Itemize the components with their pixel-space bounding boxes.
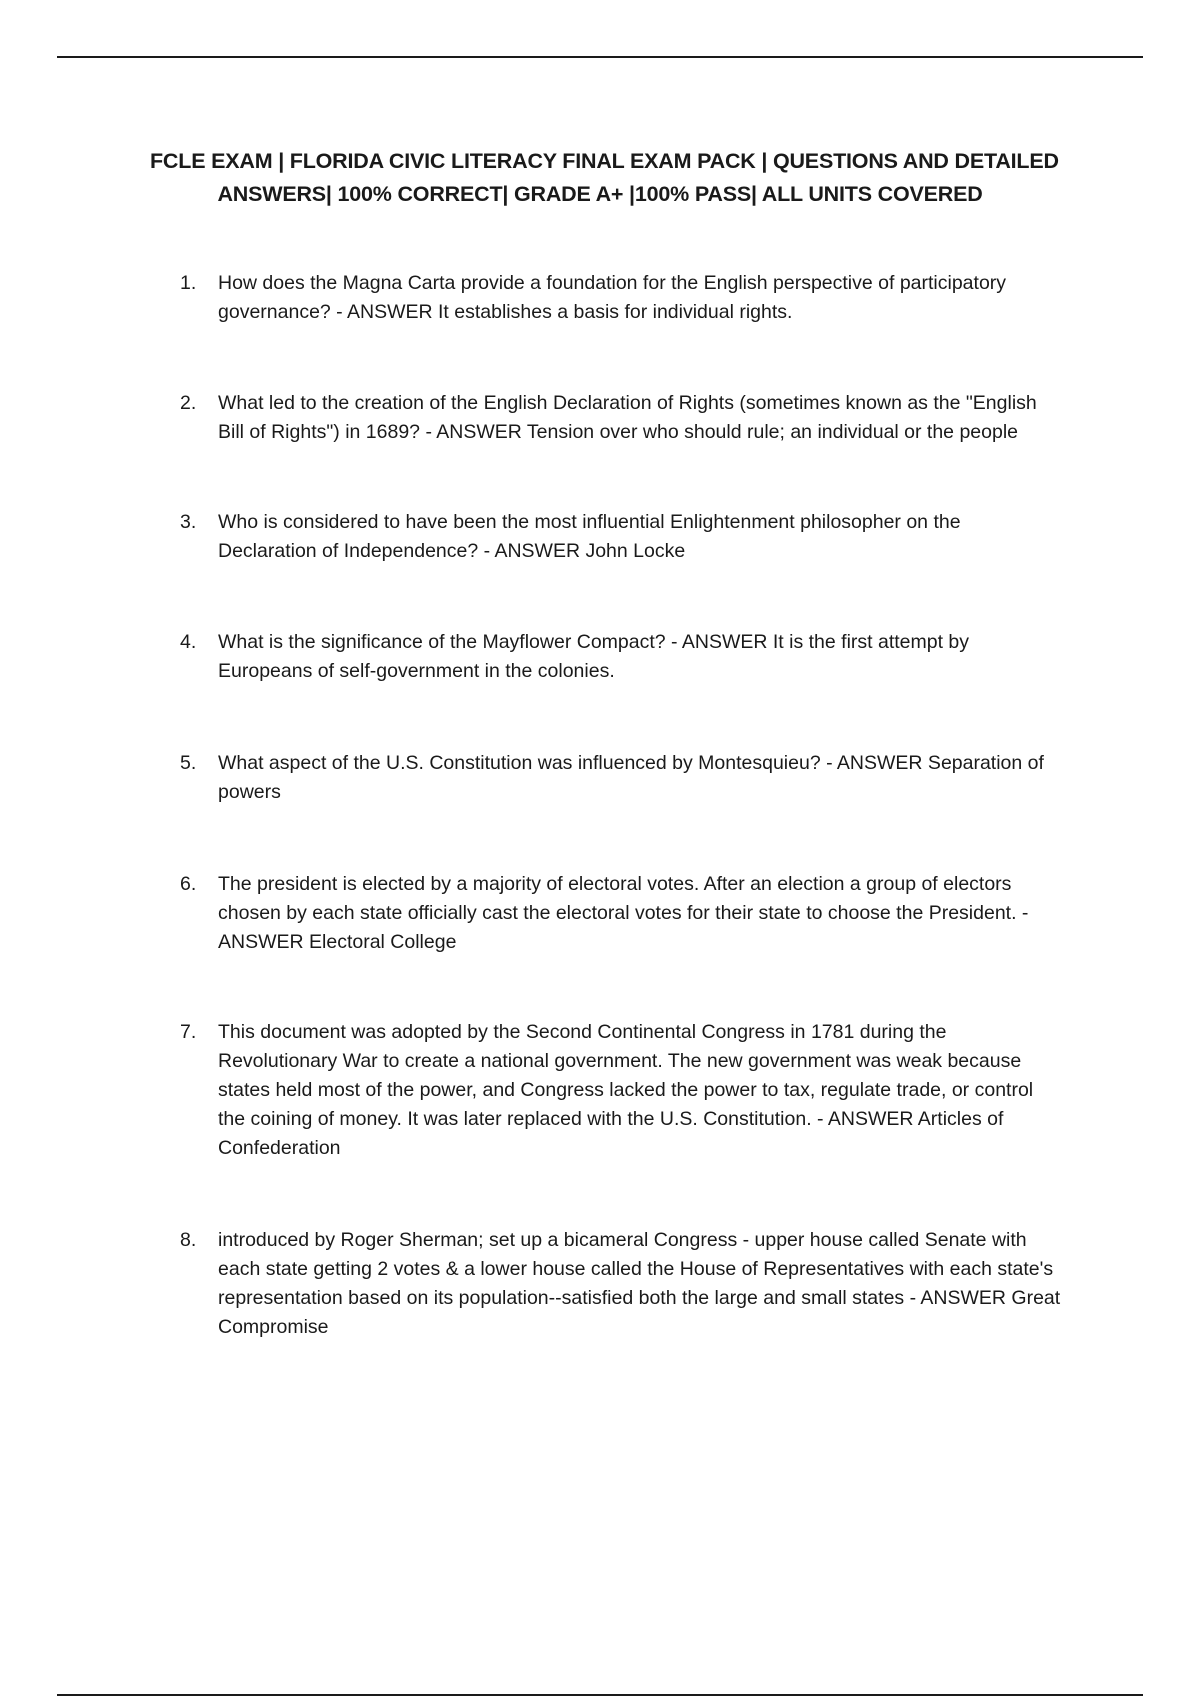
item-number: 5. xyxy=(180,752,197,774)
item-text xyxy=(218,749,1098,807)
item-text xyxy=(218,1226,1098,1342)
item-line: states held most of the power, and Congress lacked the power to tax, regulate trade, or control xyxy=(218,1079,1034,1101)
item-line: introduced by Roger Sherman; set up a bicameral Congress - upper house called Senate with xyxy=(218,1229,1027,1251)
item-text xyxy=(218,628,1098,686)
item-line: What is the significance of the Mayflower Compact? - ANSWER It is the first attempt by xyxy=(218,631,970,653)
document-title xyxy=(150,145,1059,211)
bottom-rule xyxy=(57,1694,1143,1696)
item-number: 8. xyxy=(180,1229,197,1251)
item-line: Declaration of Independence? - ANSWER John Locke xyxy=(218,540,686,562)
item-line: Who is considered to have been the most influential Enlightenment philosopher on the xyxy=(218,511,961,533)
item-line: The president is elected by a majority of electoral votes. After an election a group of electors xyxy=(218,873,1012,895)
item-number: 3. xyxy=(180,511,197,533)
item-number: 1. xyxy=(180,272,197,294)
item-line: ANSWER Electoral College xyxy=(218,931,457,953)
item-line: This document was adopted by the Second Continental Congress in 1781 during the xyxy=(218,1021,947,1043)
item-text xyxy=(218,1018,1098,1163)
item-line: What led to the creation of the English Declaration of Rights (sometimes known as the "English xyxy=(218,392,1037,414)
item-line: Compromise xyxy=(218,1316,329,1338)
item-line: representation based on its population--satisfied both the large and small states - ANSWER Great xyxy=(218,1287,1061,1309)
top-rule xyxy=(57,56,1143,58)
item-line: governance? - ANSWER It establishes a basis for individual rights. xyxy=(218,301,793,323)
item-number: 6. xyxy=(180,873,197,895)
title-line: ANSWERS| 100% CORRECT| GRADE A+ |100% PASS| ALL UNITS COVERED xyxy=(217,182,983,206)
item-line: the coining of money. It was later replaced with the U.S. Constitution. - ANSWER Articles of xyxy=(218,1108,1004,1130)
item-line: Bill of Rights") in 1689? - ANSWER Tension over who should rule; an individual or the people xyxy=(218,421,1019,443)
item-line: each state getting 2 votes & a lower house called the House of Representatives with each state's xyxy=(218,1258,1054,1280)
item-text xyxy=(218,389,1098,447)
item-line: chosen by each state officially cast the electoral votes for their state to choose the President. - xyxy=(218,902,1029,924)
item-line: How does the Magna Carta provide a foundation for the English perspective of participatory xyxy=(218,272,1007,294)
item-text xyxy=(218,269,1098,327)
item-line: Confederation xyxy=(218,1137,341,1159)
item-line: What aspect of the U.S. Constitution was influenced by Montesquieu? - ANSWER Separation of xyxy=(218,752,1044,774)
title-line: FCLE EXAM | FLORIDA CIVIC LITERACY FINAL EXAM PACK | QUESTIONS AND DETAILED xyxy=(150,149,1059,173)
item-text xyxy=(218,870,1098,957)
item-line: Revolutionary War to create a national government. The new government was weak because xyxy=(218,1050,1022,1072)
item-line: Europeans of self-government in the colonies. xyxy=(218,660,615,682)
item-text xyxy=(218,508,1098,566)
item-line: powers xyxy=(218,781,281,803)
item-number: 4. xyxy=(180,631,197,653)
item-number: 7. xyxy=(180,1021,197,1043)
item-number: 2. xyxy=(180,392,197,414)
